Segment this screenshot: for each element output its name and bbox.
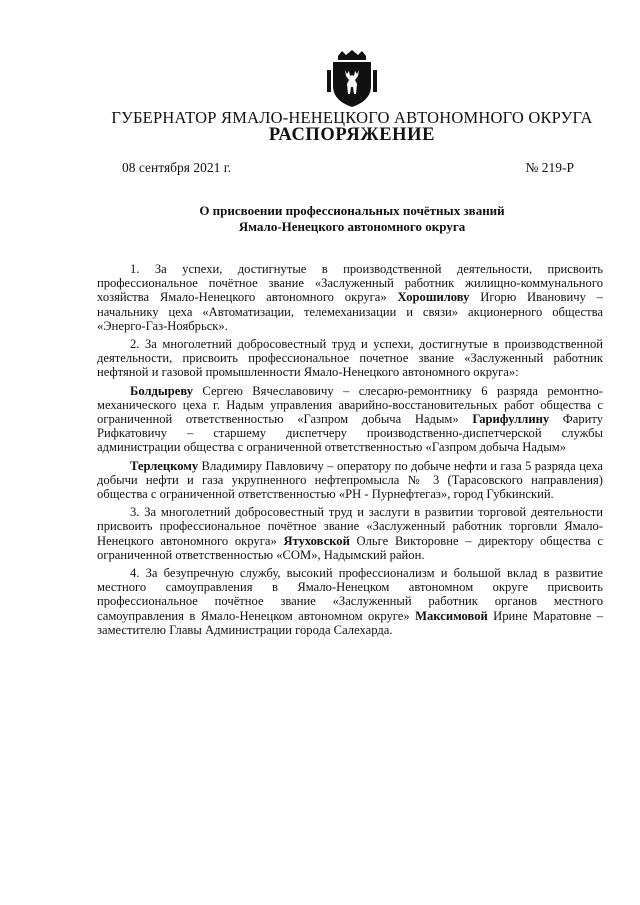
- awardee-name: Ятуховской: [283, 533, 350, 548]
- subject-line-1: О присвоении профессиональных почётных званий: [199, 203, 505, 218]
- document-number: № 219-Р: [525, 160, 574, 175]
- issuing-authority: ГУБЕРНАТОР ЯМАЛО-НЕНЕЦКОГО АВТОНОМНОГО ОКРУГА: [111, 108, 593, 127]
- document-type-title: РАСПОРЯЖЕНИЕ: [268, 125, 436, 145]
- coat-of-arms-icon: [327, 50, 377, 108]
- document-body: [97, 262, 603, 641]
- paragraph-3: 3. За многолетний добросовестный труд и заслуги в развитии торговой деятельности присвоить профессиональное почётное звание «Заслуженный работник торговли Ямало-Ненецкого автономного округа» Ятуховской Ольге Викторовне – директору общества с ограниченной ответственностью «СОМ», Надымский район.: [97, 505, 604, 562]
- paragraph-2b: Терлецкому Владимиру Павловичу – оператору по добыче нефти и газа 5 разряда цеха добычи нефти и газа укрупненного нефтепромысла № 3 (Тарасовского направления) общества с ограниченной ответственностью «РН - Пурнефтегаз», город Губкинский.: [97, 458, 603, 502]
- awardee-name: Болдыреву: [130, 383, 193, 398]
- paragraph-2a: Болдыреву Сергею Вячеславовичу – слесарю-ремонтнику 6 разряда ремонтно-механического цеха г. Надым управления аварийно-восстановительных работ общества с ограниченной ответственностью «Газпром добыча Надым» Гарифуллину Фариту Рифкатовичу – старшему диспетчеру производственно-диспетчерской службы администрации общества с ограниченной ответственностью «Газпром добыча Надым»: [97, 383, 603, 455]
- awardee-name: Хорошилову: [397, 290, 470, 305]
- awardee-name: Гарифуллину: [472, 412, 550, 427]
- paragraph-4: 4. За безупречную службу, высокий профессионализм и большой вклад в развитие местного самоуправления в Ямало-Ненецком автономном округе присвоить профессиональное почётное звание «Заслуженный работник органов местного самоуправления в Ямало-Ненецком автономном округе» Максимовой Ирине Маратовне – заместителю Главы Администрации города Салехарда.: [97, 566, 603, 637]
- paragraph-1: 1. За успехи, достигнутые в производственной деятельности, присвоить профессиональное почётное звание «Заслуженный работник жилищно-коммунального хозяйства Ямало-Ненецкого автономного округа» Хорошилову Игорю Ивановичу – начальнику цеха «Автоматизации, телемеханизации и связи» акционерного общества «Энерго-Газ-Ноябрьск».: [97, 262, 603, 333]
- awardee-name: Максимовой: [415, 608, 488, 623]
- paragraph-2: 2. За многолетний добросовестный труд и успехи, достигнутые в производственной деятельности, присвоить профессиональное почетное звание «Заслуженный работник нефтяной и газовой промышленности Ямало-Ненецкого автономного округа»:: [97, 337, 603, 380]
- document-subject: [120, 203, 584, 235]
- document-date: 08 сентября 2021 г.: [122, 160, 232, 175]
- subject-line-2: Ямало-Ненецкого автономного округа: [238, 219, 466, 234]
- awardee-name: Терлецкому: [130, 458, 199, 473]
